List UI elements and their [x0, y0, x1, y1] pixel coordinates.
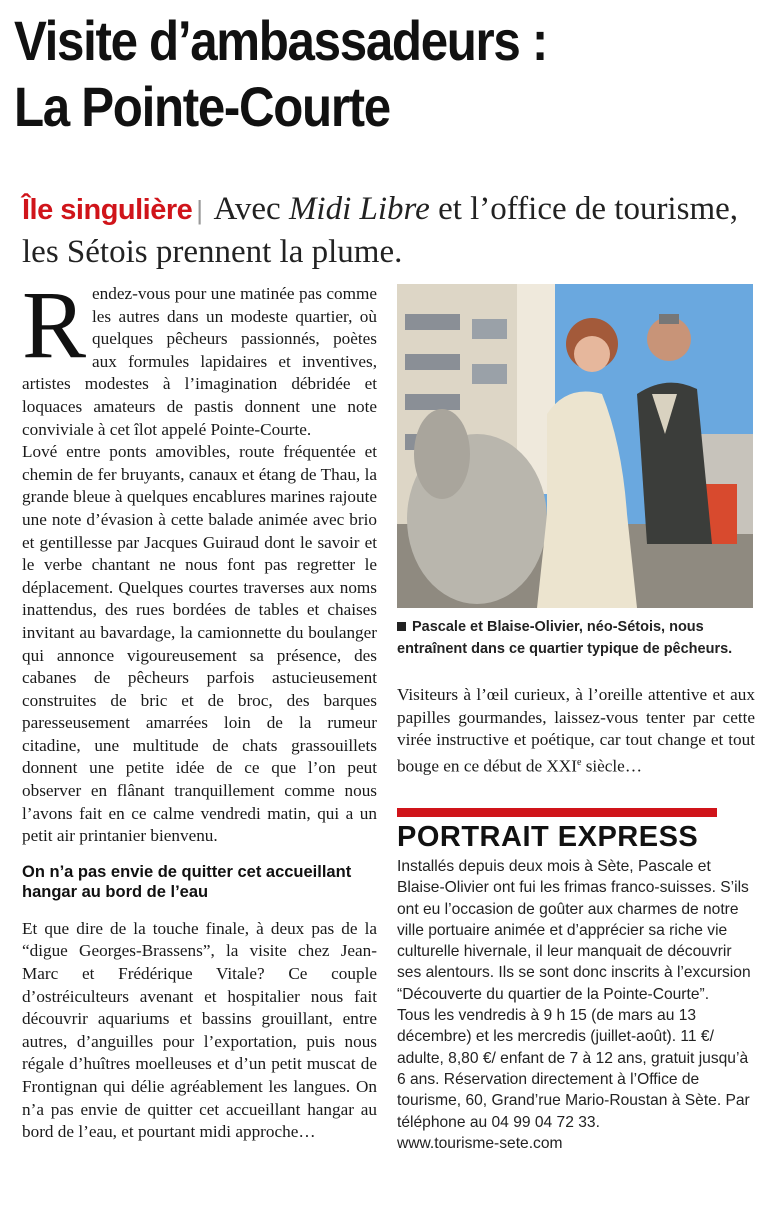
deck [22, 188, 762, 273]
portrait-paragraph-1: Installés depuis deux mois à Sète, Pascale et Blaise-Olivier ont fui les frimas franco-suisses. S’ils ont eu l’occasion de goûter aux charmes de notre ville portuaire animée et d’apprécier sa riche vie culturelle hivernale, il leur manquait de découvrir ses alentours. Ils se sont donc inscrits à l’excursion “Découverte du quartier de la Pointe-Courte”. [397, 858, 751, 1003]
headline-line-1: Visite d’ambassadeurs : [14, 9, 547, 72]
photo-caption [397, 616, 757, 660]
article-paragraph-4-text: Visiteurs à l’œil curieux, à l’oreille attentive et aux papilles gourmandes, laissez-vous tenter par cette virée instructive et poétique, car tout change et tout bouge en ce début de XXI [397, 685, 755, 776]
deck-text-start: Avec [213, 191, 281, 227]
portrait-red-bar [397, 808, 717, 817]
photo-illustration [397, 284, 753, 608]
article-left-column [22, 271, 377, 1144]
portrait-title: PORTRAIT EXPRESS [397, 821, 699, 853]
century-superscript: e [576, 756, 582, 768]
headline-line-2: La Pointe-Courte [14, 75, 390, 138]
headline [14, 8, 674, 140]
photo-caption-text: Pascale et Blaise-Olivier, néo-Sétois, nous entraînent dans ce quartier typique de pêcheurs. [397, 619, 733, 657]
drop-cap: R [22, 271, 87, 378]
article-photo [397, 284, 753, 608]
caption-square-icon [397, 622, 406, 631]
deck-publication-name: Midi Libre [288, 191, 430, 227]
article-paragraph-1 [22, 271, 377, 441]
article-paragraph-2: Lové entre ponts amovibles, route fréquentée et chemin de fer bruyants, canaux et étang de Thau, la grande bleue à quelques encablures marines rajoute une note d’évasion à cette balade animée avec brio et gentillesse par Jacques Guiraud dont le savoir et le verbe chantant ne nous font pas regretter le déplacement. Quelques courtes traverses aux noms inattendus, des rues bordées de tables et chaises invitant au bavardage, la camionnette du boulanger qui annonce vigoureusement sa présence, des cabanes de pêcheurs parfois astucieusement construites de bric et de broc, des barques paresseusement amarrées loin de la rumeur citadine, une multitude de chats grassouillets donnent une petite idée de ce que l’on peut observer en flânant tranquillement comme nous l’avons fait en ce calme vendredi matin, qui a un petit air printanier bienvenu. [22, 442, 377, 846]
article-paragraph-3: Et que dire de la touche finale, à deux pas de la “digue Georges-Brassens”, la visite chez Jean-Marc et Frédérique Vitale? Ce couple d’ostréiculteurs avenant et hospitalier nous fait découvrir aquariums et bassins grouillant, entre autres, d’anguilles pour l’exportation, puis nous régale d’huîtres moelleuses et d’un petit muscat de Frontignan qui délie agréablement les langues. On n’a pas envie de quitter cet accueillant hangar au bord de l’eau, et pourtant midi approche… [22, 918, 377, 1142]
deck-text-end: et l’office de tourisme, les Sétois prennent la plume. [22, 191, 739, 270]
deck-separator: | [196, 195, 204, 225]
portrait-website: www.tourisme-sete.com [397, 1134, 563, 1152]
article-paragraph-4 [397, 684, 755, 778]
portrait-body [397, 856, 757, 1154]
portrait-paragraph-2: Tous les vendredis à 9 h 15 (de mars au 13 décembre) et les mercredis (juillet-août). 11 €/ adulte, 8,80 €/ enfant de 7 à 12 ans, gratuit jusqu’à 6 ans. Réservation directement à l’Office de tourisme, 60, Grand’rue Mario-Roustan à Sète. Par téléphone au 04 99 04 72 33. [397, 1007, 750, 1131]
article-subhead: On n’a pas envie de quitter cet accueillant hangar au bord de l’eau [22, 862, 352, 901]
article-paragraph-1-text: endez-vous pour une matinée pas comme les autres dans un modeste quartier, où quelques pêcheurs passionnés, poètes aux formules lapidaires et inventives, artistes modestes à l’imagination débridée et loquaces amateurs de pastis donnent une note conviviale à cet îlot appelé Pointe-Courte. [22, 284, 377, 439]
deck-kicker: Île singulière [22, 194, 193, 226]
article-paragraph-4-end: siècle… [581, 756, 643, 776]
